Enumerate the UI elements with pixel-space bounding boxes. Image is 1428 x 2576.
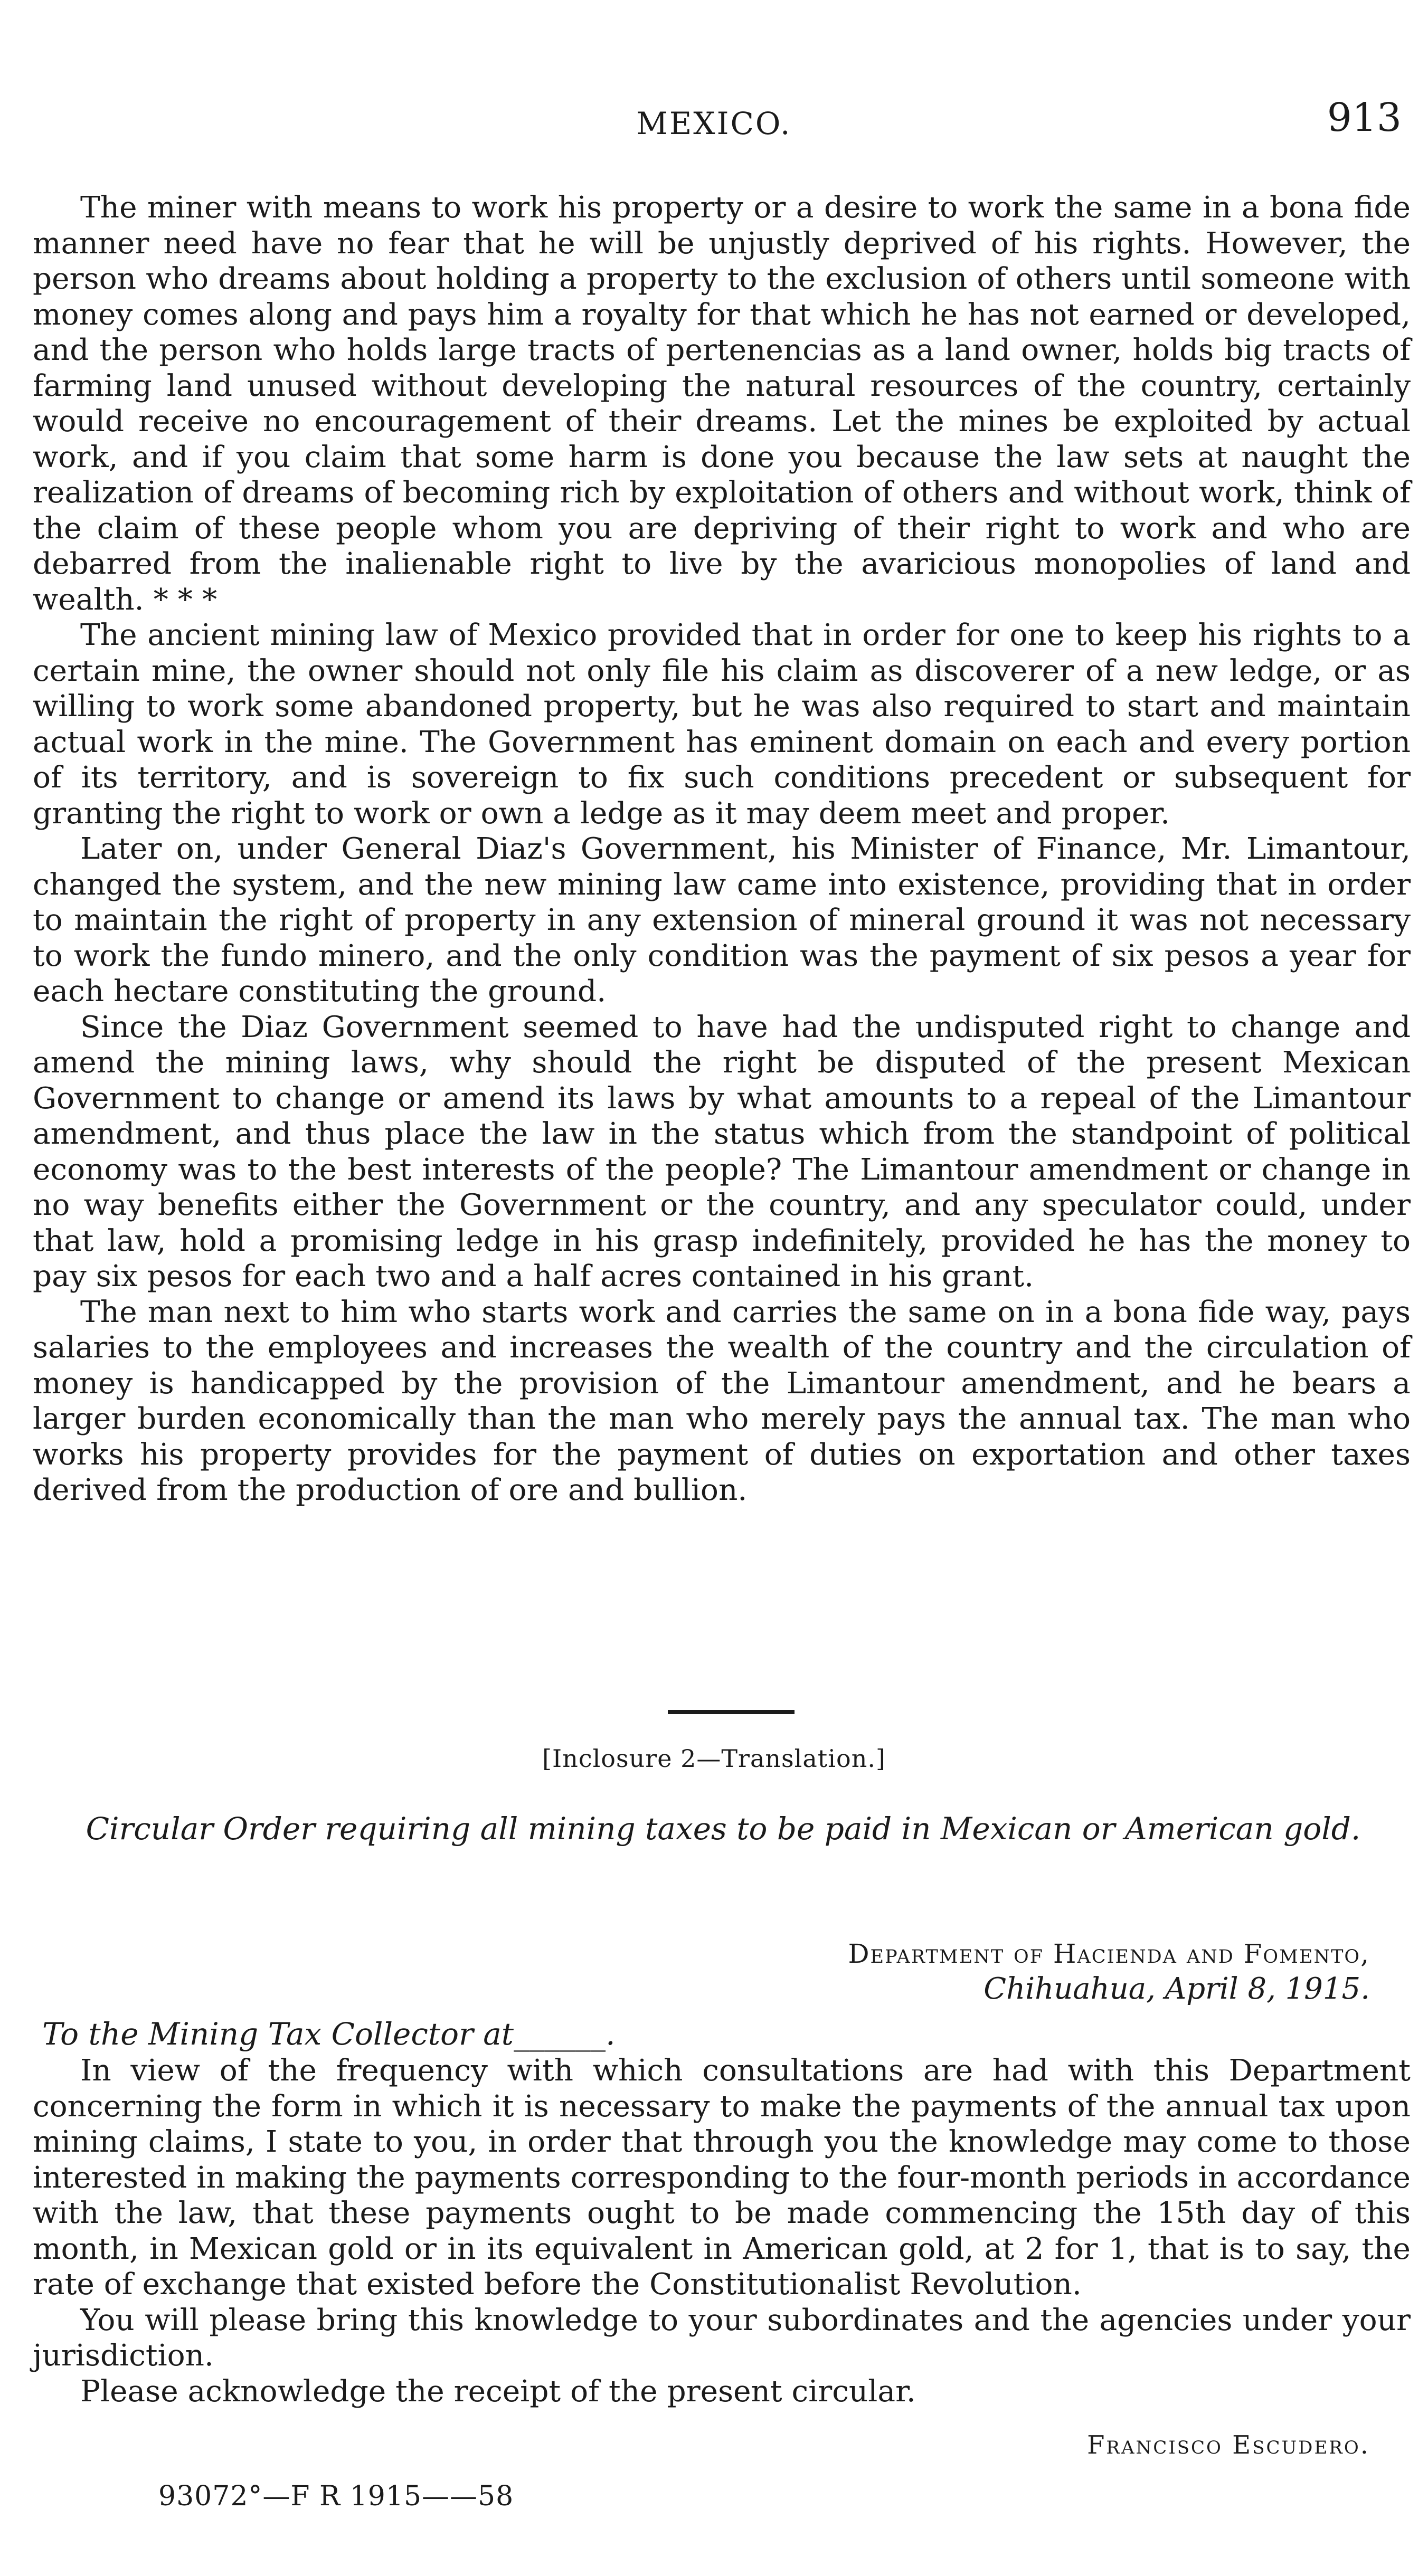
paragraph: The miner with means to work his property or a desire to work the same in a bona fide manner need have no fear that he will be unjustly deprived of his rights. However, the person who dreams about holding a property to the exclusion of others until someone with money comes along and pays him a royalty for that which he has not earned or developed, and the person who holds large tracts of pertenencias as a land owner, holds big tracts of farming land unused without developing the natural resources of the country, certainly would receive no encouragement of their dreams. Let the mines be exploited by actual work, and if you claim that some harm is done you because the law sets at naught the realization of dreams of becoming rich by exploitation of others and without work, think of the claim of these people whom you are depriving of their right to work and who are debarred from the inalienable right to live by the avaricious monopolies of land and wealth. * * *	[33, 191, 1411, 617]
paragraph: Since the Diaz Government seemed to have had the undisputed right to change and amend the mining laws, why should the right be disputed of the present Mexican Government to change or amend its laws by what amounts to a repeal of the Limantour amendment, and thus place the law in the status which from the standpoint of political economy was to the best interests of the people? The Limantour amendment or change in no way benefits either the Government or the country, and any speculator could, under that law, hold a promising ledge in his grasp indefinitely, provided he has the money to pay six pesos for each two and a half acres contained in his grant.	[33, 1010, 1411, 1294]
department-name: Department of Hacienda and Fomento,	[848, 1938, 1370, 1969]
circular-paragraph: In view of the frequency with which consultations are had with this Department concerning the form in which it is necessary to make the payments of the annual tax upon mining claims, I state to you, in order that through you the knowledge may come to those interested in making the payments corresponding to the four-month periods in accordance with the law, that these payments ought to be made commencing the 15th day of this month, in Mexican gold or in its equivalent in American gold, at 2 for 1, that is to say, the rate of exchange that existed before the Constitutionalist Revolution.	[33, 2054, 1411, 2302]
paragraph: The man next to him who starts work and carries the same on in a bona fide way, pays salaries to the employees and increases the wealth of the country and the circulation of money is handicapped by the provision of the Limantour amendment, and he bears a larger burden economically than the man who merely pays the annual tax. The man who works his property provides for the payment of duties on exportation and other taxes derived from the production of ore and bullion.	[33, 1295, 1411, 1507]
circular-body	[33, 2053, 1411, 2409]
letterhead	[848, 1937, 1370, 2008]
circular-title: Circular Order requiring all mining taxes to be paid in Mexican or American gold.	[86, 1811, 1361, 1847]
footer-print-code: 93072°—F R 1915——58	[158, 2480, 514, 2512]
inclosure-label: [Inclosure 2—Translation.]	[542, 1744, 886, 1773]
main-text	[33, 190, 1411, 1508]
paragraph: Later on, under General Diaz's Government, his Minister of Finance, Mr. Limantour, changed the system, and the new mining law came into existence, providing that in order to maintain the right of property in any extension of mineral ground it was not necessary to work the fundo minero, and the only condition was the payment of six pesos a year for each hectare constituting the ground.	[33, 832, 1411, 1009]
running-title: MEXICO.	[636, 106, 792, 141]
salutation: To the Mining Tax Collector at______.	[42, 2016, 616, 2052]
circular-paragraph: You will please bring this knowledge to your subordinates and the agencies under your jurisdiction.	[33, 2303, 1411, 2373]
place-date: Chihuahua, April 8, 1915.	[983, 1972, 1370, 2006]
paragraph: The ancient mining law of Mexico provided that in order for one to keep his rights to a certain mine, the owner should not only file his claim as discoverer of a new ledge, or as willing to work some abandoned property, but he was also required to start and maintain actual work in the mine. The Government has eminent domain on each and every portion of its territory, and is sovereign to fix such conditions precedent or subsequent for granting the right to work or own a ledge as it may deem meet and proper.	[33, 618, 1411, 831]
signer-name: Francisco Escudero.	[1087, 2430, 1370, 2460]
page-number: 913	[1327, 95, 1402, 140]
circular-paragraph: Please acknowledge the receipt of the present circular.	[80, 2374, 916, 2409]
section-divider	[668, 1710, 795, 1714]
page-header	[0, 90, 1428, 148]
